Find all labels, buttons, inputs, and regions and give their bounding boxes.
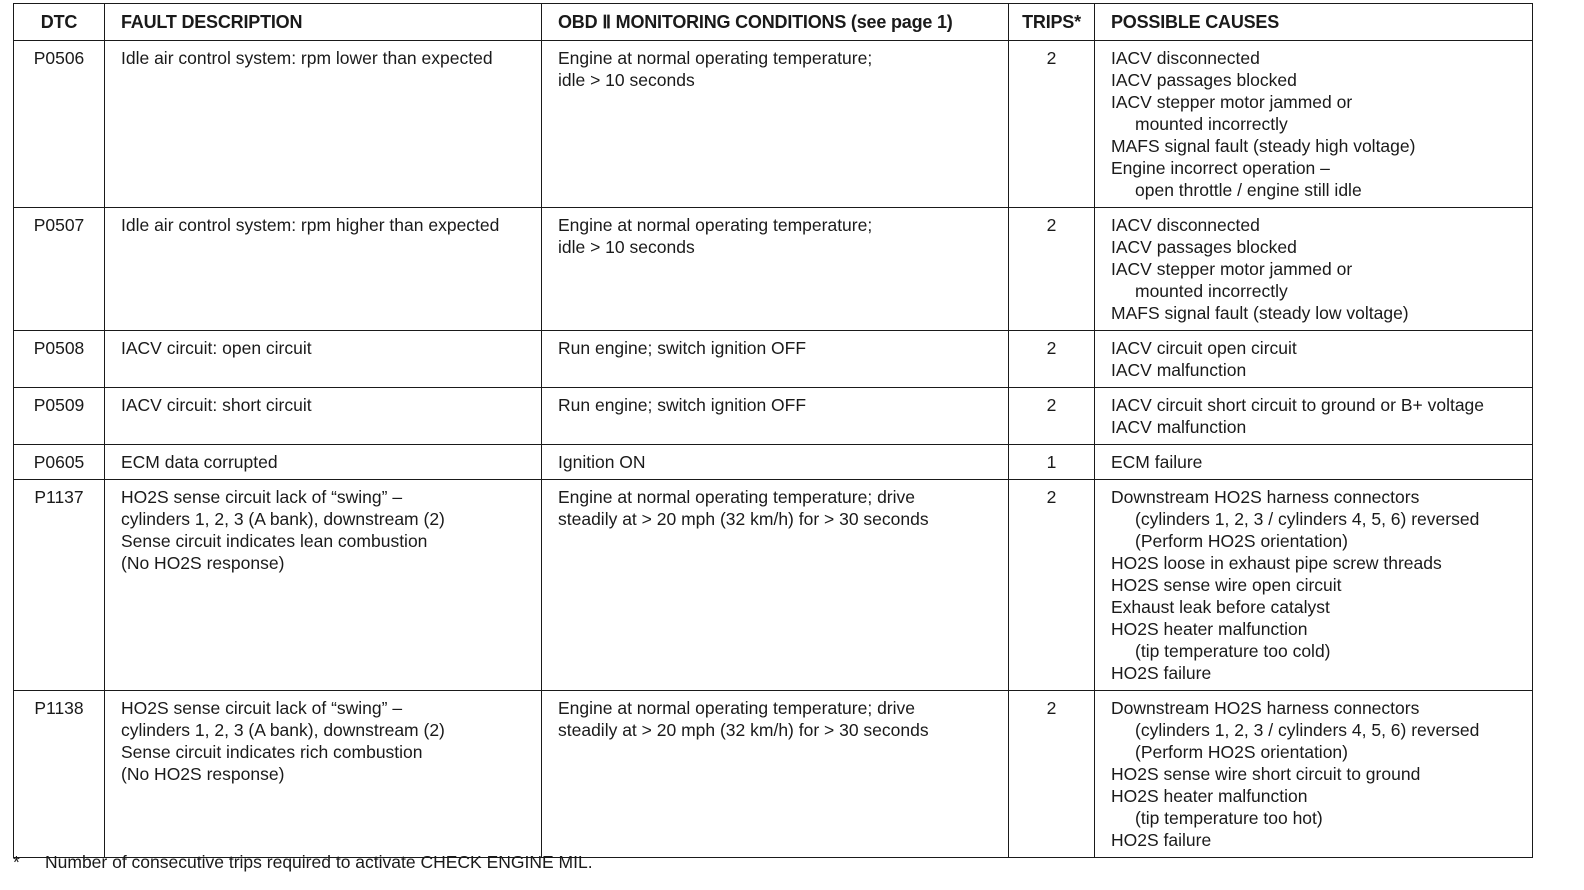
possible-cause-line: ECM failure [1111,452,1203,472]
fault-description-line: (No HO2S response) [121,764,285,784]
monitoring-condition-line: idle > 10 seconds [558,70,695,90]
table-row [14,388,1533,445]
fault-description-line: Sense circuit indicates lean combustion [121,531,428,551]
possible-cause-line: Exhaust leak before catalyst [1111,597,1330,617]
monitoring-conditions-cell [542,388,1009,445]
trips-cell [1009,331,1095,388]
dtc-code-cell [14,445,105,480]
trips-value: 2 [1046,395,1057,415]
fault-description-line: IACV circuit: short circuit [121,395,312,415]
trips-value: 2 [1046,698,1057,718]
possible-cause-line: HO2S loose in exhaust pipe screw threads [1111,553,1442,573]
dtc-code: P0509 [33,395,85,415]
table-body [14,41,1533,858]
table-row [14,480,1533,691]
possible-cause-line: HO2S failure [1111,830,1212,850]
monitoring-condition-line: Run engine; switch ignition OFF [558,395,807,415]
header-dtc: DTC [14,4,105,41]
footnote-mark: * [13,852,20,872]
possible-cause-line: IACV stepper motor jammed or [1111,92,1353,112]
possible-cause-line: HO2S sense wire open circuit [1111,575,1342,595]
possible-cause-line: mounted incorrectly [1135,114,1288,134]
fault-description-line: (No HO2S response) [121,553,285,573]
dtc-code: P1137 [34,487,84,507]
table-row [14,445,1533,480]
table-row [14,691,1533,858]
possible-cause-line: IACV malfunction [1111,417,1247,437]
monitoring-conditions-cell [542,445,1009,480]
table-row [14,41,1533,208]
header-trips: TRIPS* [1009,4,1095,41]
dtc-code-cell [14,480,105,691]
possible-cause-line: open throttle / engine still idle [1135,180,1362,200]
fault-description-cell [105,445,542,480]
monitoring-condition-line: Engine at normal operating temperature; [558,48,873,68]
dtc-code: P0605 [33,452,85,472]
possible-cause-line: (Perform HO2S orientation) [1135,742,1348,762]
header-possible-causes: POSSIBLE CAUSES [1095,4,1533,41]
possible-cause-line: IACV passages blocked [1111,237,1297,257]
trips-cell [1009,445,1095,480]
monitoring-conditions-cell [542,480,1009,691]
monitoring-condition-line: Engine at normal operating temperature; [558,215,873,235]
trips-value: 2 [1046,48,1057,68]
trips-value: 2 [1046,487,1057,507]
trips-value: 1 [1046,452,1057,472]
monitoring-condition-line: Ignition ON [558,452,646,472]
monitoring-conditions-cell [542,691,1009,858]
possible-causes-cell [1095,445,1533,480]
monitoring-condition-line: steadily at > 20 mph (32 km/h) for > 30 seconds [558,509,929,529]
monitoring-conditions-cell [542,208,1009,331]
dtc-code-cell [14,208,105,331]
trips-value: 2 [1046,338,1057,358]
fault-description-line: Idle air control system: rpm lower than expected [121,48,493,68]
dtc-code-cell [14,691,105,858]
monitoring-condition-line: steadily at > 20 mph (32 km/h) for > 30 seconds [558,720,929,740]
possible-causes-cell [1095,691,1533,858]
monitoring-condition-line: Run engine; switch ignition OFF [558,338,807,358]
fault-description-line: Idle air control system: rpm higher than expected [121,215,500,235]
footnote [13,852,593,873]
fault-description-cell [105,388,542,445]
fault-description-line: ECM data corrupted [121,452,278,472]
possible-cause-line: (Perform HO2S orientation) [1135,531,1348,551]
possible-cause-line: IACV malfunction [1111,360,1247,380]
fault-description-cell [105,208,542,331]
fault-description-line: cylinders 1, 2, 3 (A bank), downstream (2) [121,720,445,740]
possible-cause-line: MAFS signal fault (steady high voltage) [1111,136,1416,156]
dtc-code: P0506 [33,48,85,68]
fault-description-cell [105,41,542,208]
monitoring-conditions-cell [542,331,1009,388]
possible-cause-line: IACV stepper motor jammed or [1111,259,1353,279]
possible-cause-line: Downstream HO2S harness connectors [1111,698,1420,718]
possible-cause-line: IACV circuit open circuit [1111,338,1297,358]
fault-description-cell [105,691,542,858]
possible-causes-cell [1095,331,1533,388]
possible-causes-cell [1095,208,1533,331]
possible-cause-line: HO2S heater malfunction [1111,619,1308,639]
possible-cause-line: (cylinders 1, 2, 3 / cylinders 4, 5, 6) reversed [1135,509,1480,529]
table-row [14,208,1533,331]
trips-cell [1009,480,1095,691]
dtc-code: P0508 [33,338,85,358]
possible-cause-line: Downstream HO2S harness connectors [1111,487,1420,507]
possible-cause-line: IACV circuit short circuit to ground or B+ voltage [1111,395,1485,415]
footnote-text: Number of consecutive trips required to activate CHECK ENGINE MIL. [45,852,593,872]
possible-cause-line: HO2S sense wire short circuit to ground [1111,764,1421,784]
possible-causes-cell [1095,41,1533,208]
fault-description-cell [105,331,542,388]
dtc-code: P1138 [34,698,84,718]
possible-cause-line: Engine incorrect operation – [1111,158,1330,178]
trips-value: 2 [1046,215,1057,235]
fault-description-line: IACV circuit: open circuit [121,338,312,358]
trips-cell [1009,691,1095,858]
fault-description-cell [105,480,542,691]
trips-cell [1009,388,1095,445]
dtc-table [13,3,1533,858]
possible-cause-line: IACV disconnected [1111,48,1260,68]
dtc-code-cell [14,388,105,445]
possible-cause-line: MAFS signal fault (steady low voltage) [1111,303,1409,323]
header-row [14,4,1533,41]
header-monitoring-conditions: OBD Ⅱ MONITORING CONDITIONS (see page 1) [542,4,1009,41]
dtc-code-cell [14,41,105,208]
monitoring-condition-line: Engine at normal operating temperature; drive [558,698,916,718]
monitoring-condition-line: idle > 10 seconds [558,237,695,257]
trips-cell [1009,41,1095,208]
fault-description-line: cylinders 1, 2, 3 (A bank), downstream (2) [121,509,445,529]
monitoring-conditions-cell [542,41,1009,208]
possible-cause-line: HO2S heater malfunction [1111,786,1308,806]
header-fault-description: FAULT DESCRIPTION [105,4,542,41]
possible-causes-cell [1095,480,1533,691]
trips-cell [1009,208,1095,331]
possible-cause-line: IACV disconnected [1111,215,1260,235]
fault-description-line: Sense circuit indicates rich combustion [121,742,423,762]
monitoring-condition-line: Engine at normal operating temperature; drive [558,487,916,507]
possible-causes-cell [1095,388,1533,445]
possible-cause-line: mounted incorrectly [1135,281,1288,301]
possible-cause-line: (cylinders 1, 2, 3 / cylinders 4, 5, 6) reversed [1135,720,1480,740]
dtc-code-cell [14,331,105,388]
dtc-code: P0507 [33,215,85,235]
possible-cause-line: (tip temperature too hot) [1135,808,1323,828]
fault-description-line: HO2S sense circuit lack of “swing” – [121,487,403,507]
possible-cause-line: HO2S failure [1111,663,1212,683]
possible-cause-line: IACV passages blocked [1111,70,1297,90]
possible-cause-line: (tip temperature too cold) [1135,641,1331,661]
fault-description-line: HO2S sense circuit lack of “swing” – [121,698,403,718]
table-row [14,331,1533,388]
